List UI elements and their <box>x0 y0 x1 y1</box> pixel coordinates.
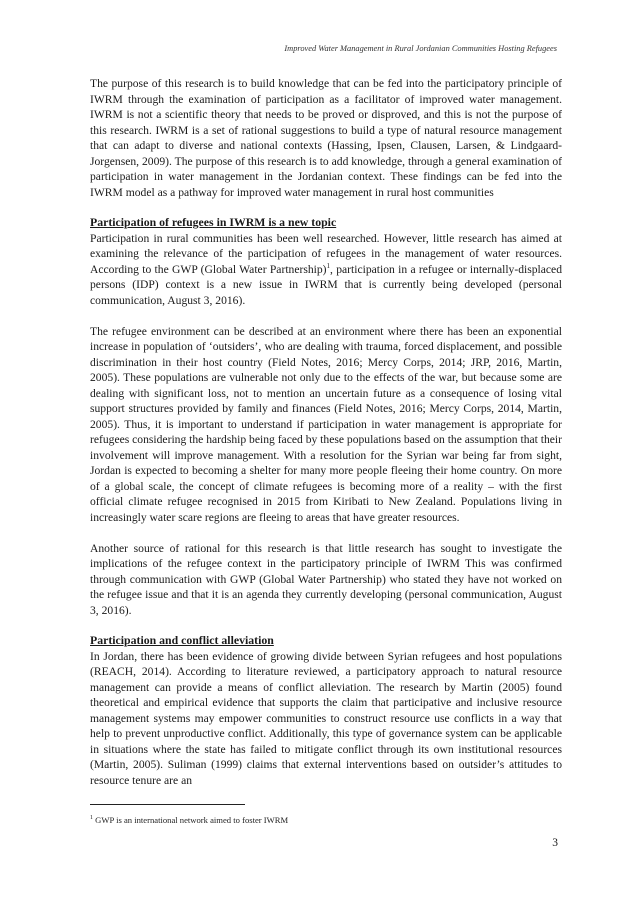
page-number: 3 <box>552 837 558 849</box>
section-heading-conflict-alleviation: Participation and conflict alleviation <box>90 633 274 647</box>
running-header: Improved Water Management in Rural Jordanian Communities Hosting Refugees <box>284 44 557 53</box>
paragraph-research-rationale: Another source of rational for this research is that little research has sought to investigate the implications of the refugee context in the participatory principle of IWRM This was confirmed through communication with GWP (Global Water Partnership) who stated they have not worked on the refugee issue and that it is an agenda they currently developing (personal communication, August 3, 2016). <box>90 541 562 617</box>
paragraph-text: Participation in rural communities has been well researched. However, little research has aimed at examining the relevance of the participation of refugees in the management of water resources. According to the GWP (Global Water Partnership) <box>90 231 562 276</box>
paragraph-purpose: The purpose of this research is to build knowledge that can be fed into the participatory principle of IWRM through the examination of participation as a facilitator of improved water management. IWRM is not a scientific theory that needs to be proved or disproved, and this is not the purpose of this research. IWRM is a set of rational suggestions to build a type of natural resource management that can adapt to diverse and national contexts (Hassing, Ipsen, Clausen, Larsen, & Lindgaard-Jorgensen, 2009). The purpose of this research is to add knowledge, through a general examination of participation in water management in the Jordanian context. These findings can be fed into the IWRM model as a pathway for improved water management in rural host communities <box>90 77 562 199</box>
footnote <box>90 815 288 825</box>
paragraph-conflict: In Jordan, there has been evidence of growing divide between Syrian refugees and host populations (REACH, 2014). According to literature reviewed, a participatory approach to natural resource management can provide a means of conflict alleviation. The research by Martin (2005) found theoretical and empirical evidence that supports the claim that participative and inclusive resource management systems may empower communities to construct resource use conflicts in a way that help to prevent unproductive conflict. Additionally, this type of governance system can be applicable in situations where the state has failed to mitigate conflict through its own institutional resources (Martin, 2005). Suliman (1999) claims that external interventions based on outsider’s attitudes to resource tenure are an <box>90 649 562 787</box>
footnote-divider <box>90 804 245 805</box>
paragraph-refugee-environment: The refugee environment can be described at an environment where there has been an exponential increase in population of ‘outsiders’, who are dealing with trauma, forced displacement, and possible discrimination in their host country (Field Notes, 2016; Mercy Corps, 2014; JRP, 2016, Martin, 2005). These populations are vulnerable not only due to the effects of the war, but because some are dealing with significant loss, not to mention an uncertain future as a consequence of losing vital support structures provided by family and finances (Field Notes, 2016; Mercy Corps, 2014, Martin, 2005). Thus, it is important to understand if participation in water management is appropriate for refugees considering the hardship being faced by these populations based on the assumption that their involvement will improve management. With a resolution for the Syrian war being far from sight, Jordan is expected to becoming a shelter for many more people fleeing their home country. On more of a global scale, the concept of climate refugees is becoming more of a reality – with the first official climate refugee recognised in 2015 from Kiribati to New Zealand. Populations living in increasingly water scare regions are fleeing to areas that have greater resources. <box>90 324 562 524</box>
footnote-text: GWP is an international network aimed to foster IWRM <box>93 815 289 825</box>
section-heading-refugee-participation: Participation of refugees in IWRM is a new topic <box>90 215 337 229</box>
footnote-marker: 1 <box>90 815 93 822</box>
paragraph-text: , participation in a refugee or internally-displaced persons (IDP) context is a new issue in IWRM that is currently being developed (personal communication, August 3, 2016). <box>90 262 562 307</box>
paragraph-rural-participation <box>90 231 562 309</box>
body-text <box>90 76 562 788</box>
footnote-reference[interactable]: 1 <box>326 261 331 270</box>
